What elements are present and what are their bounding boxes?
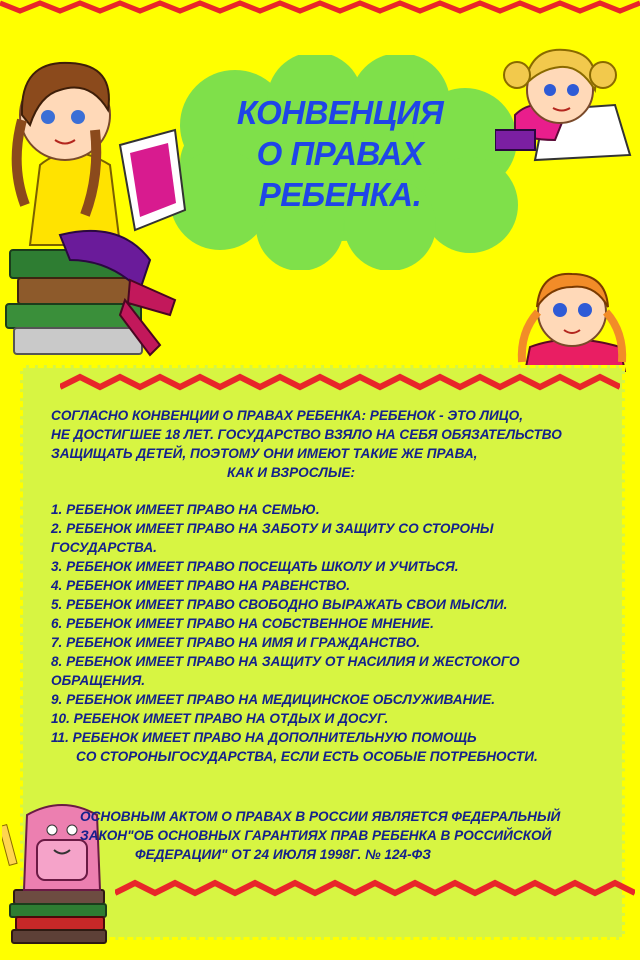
- title-line: О ПРАВАХ: [256, 135, 424, 172]
- title-line: РЕБЕНКА.: [258, 176, 422, 213]
- title-line: КОНВЕНЦИЯ: [236, 94, 444, 131]
- intro-text: [51, 406, 562, 482]
- right-text: 3. РЕБЕНОК ИМЕЕТ ПРАВО ПОСЕЩАТЬ ШКОЛУ И УЧИТЬСЯ.: [51, 559, 459, 574]
- footer-line: ОСНОВНЫМ АКТОМ О ПРАВАХ В РОССИИ ЯВЛЯЕТСЯ ФЕДЕРАЛЬНЫЙ: [80, 809, 561, 824]
- list-item: [51, 500, 538, 519]
- list-item: [51, 557, 538, 576]
- intro-line: СОГЛАСНО КОНВЕНЦИИ О ПРАВАХ РЕБЕНКА: РЕБЕНОК - ЭТО ЛИЦО,: [51, 408, 524, 423]
- list-item: [51, 519, 538, 557]
- list-item: [51, 728, 538, 766]
- girl-reading-illustration: [0, 45, 190, 360]
- right-text: 8. РЕБЕНОК ИМЕЕТ ПРАВО НА ЗАЩИТУ ОТ НАСИЛИЯ И ЖЕСТОКОГО: [51, 654, 520, 669]
- footer-text: [80, 807, 560, 864]
- right-text: 11. РЕБЕНОК ИМЕЕТ ПРАВО НА ДОПОЛНИТЕЛЬНУЮ ПОМОЩЬ: [51, 730, 477, 745]
- page-title: [180, 92, 500, 215]
- right-text: 5. РЕБЕНОК ИМЕЕТ ПРАВО СВОБОДНО ВЫРАЖАТЬ СВОИ МЫСЛИ.: [51, 597, 508, 612]
- right-text: 10. РЕБЕНОК ИМЕЕТ ПРАВО НА ОТДЫХ И ДОСУГ.: [51, 711, 389, 726]
- right-text: 9. РЕБЕНОК ИМЕЕТ ПРАВО НА МЕДИЦИНСКОЕ ОБСЛУЖИВАНИЕ.: [51, 692, 496, 707]
- list-item: [51, 690, 538, 709]
- right-text-continued: ОБРАЩЕНИЯ.: [51, 673, 146, 688]
- panel-top-zigzag: [60, 372, 620, 392]
- intro-line: ЗАЩИЩАТЬ ДЕТЕЙ, ПОЭТОМУ ОНИ ИМЕЮТ ТАКИЕ ЖЕ ПРАВА,: [51, 446, 478, 461]
- list-item: [51, 633, 538, 652]
- panel-bottom-zigzag: [115, 878, 635, 898]
- list-item: [51, 652, 538, 690]
- rights-list: [51, 500, 538, 766]
- list-item: [51, 709, 538, 728]
- intro-line: КАК И ВЗРОСЛЫЕ:: [227, 465, 356, 480]
- footer-line: ФЕДЕРАЦИИ" ОТ 24 ИЮЛЯ 1998Г. № 124-ФЗ: [135, 847, 431, 862]
- right-text: 6. РЕБЕНОК ИМЕЕТ ПРАВО НА СОБСТВЕННОЕ МНЕНИЕ.: [51, 616, 434, 631]
- right-text: 4. РЕБЕНОК ИМЕЕТ ПРАВО НА РАВЕНСТВО.: [51, 578, 350, 593]
- list-item: [51, 576, 538, 595]
- right-text: 2. РЕБЕНОК ИМЕЕТ ПРАВО НА ЗАБОТУ И ЗАЩИТУ СО СТОРОНЫ: [51, 521, 494, 536]
- list-item: [51, 614, 538, 633]
- footer-line: ЗАКОН"ОБ ОСНОВНЫХ ГАРАНТИЯХ ПРАВ РЕБЕНКА В РОССИЙСКОЙ: [80, 828, 552, 843]
- list-item: [51, 595, 538, 614]
- top-zigzag-border: [0, 0, 640, 14]
- girl-pigtails-illustration: [510, 262, 635, 372]
- right-text: 1. РЕБЕНОК ИМЕЕТ ПРАВО НА СЕМЬЮ.: [51, 502, 320, 517]
- right-text-continued: ГОСУДАРСТВА.: [51, 540, 157, 555]
- right-text-continued: СО СТОРОНЫГОСУДАРСТВА, ЕСЛИ ЕСТЬ ОСОБЫЕ ПОТРЕБНОСТИ.: [76, 749, 538, 764]
- intro-line: НЕ ДОСТИГШЕЕ 18 ЛЕТ. ГОСУДАРСТВО ВЗЯЛО НА СЕБЯ ОБЯЗАТЕЛЬСТВО: [51, 427, 562, 442]
- girl-lying-illustration: [495, 35, 635, 165]
- right-text: 7. РЕБЕНОК ИМЕЕТ ПРАВО НА ИМЯ И ГРАЖДАНСТВО.: [51, 635, 421, 650]
